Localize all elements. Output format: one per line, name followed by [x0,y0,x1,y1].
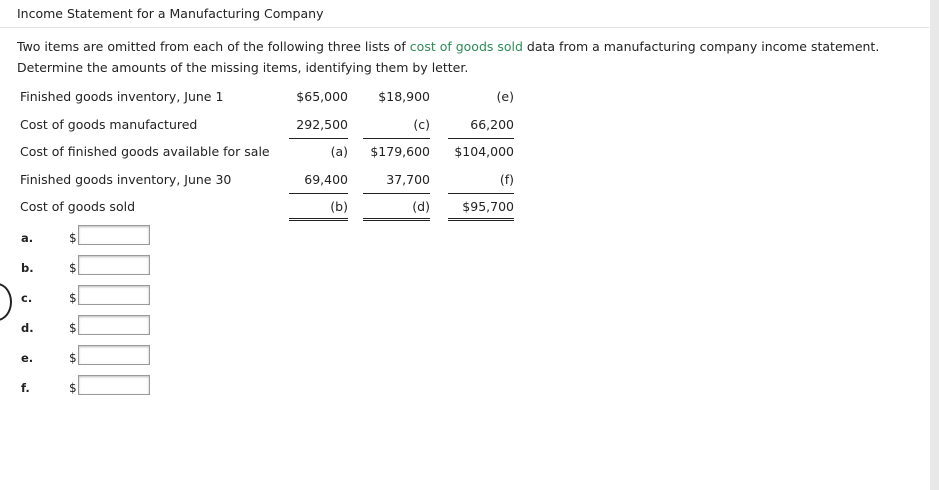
instructions [17,36,922,78]
cell-value: $179,600 [370,144,430,159]
currency-symbol: $ [69,321,77,335]
cost-of-goods-sold-link[interactable]: cost of goods sold [409,39,523,54]
cell-value: (f) [448,172,514,194]
cell-value: (a) [330,144,348,159]
cell-value: (c) [363,117,430,139]
currency-symbol: $ [69,291,77,305]
cell-value: (d) [363,199,430,221]
cell-value: (e) [496,89,514,104]
answer-letter: f. [21,381,30,395]
row-label: Finished goods inventory, June 1 [20,89,224,104]
currency-symbol: $ [69,351,77,365]
divider [0,27,929,28]
circle-mark-icon [0,283,12,321]
currency-symbol: $ [69,231,77,245]
cell-value: (b) [289,199,348,221]
cell-value: $65,000 [296,89,348,104]
cell-value: 292,500 [289,117,348,139]
row-label: Finished goods inventory, June 30 [20,171,232,187]
cell-value: 66,200 [448,117,514,139]
answer-letter: c. [21,291,33,305]
row-label: Cost of finished goods available for sale [20,144,270,159]
instructions-text-end: data from a manufacturing company income statement. Determine the amounts of the missing items, identifying them by letter. [17,39,880,75]
answer-b-input[interactable] [78,255,150,275]
answer-letter: d. [21,321,34,335]
cell-value: 37,700 [363,172,430,194]
instructions-text-start: Two items are omitted from each of the following three lists of [17,39,410,54]
page-title: Income Statement for a Manufacturing Company [17,6,324,21]
currency-symbol: $ [69,261,77,275]
cell-value: $95,700 [448,199,514,221]
answer-f-input[interactable] [78,375,150,395]
currency-symbol: $ [69,381,77,395]
row-label: Cost of goods sold [20,199,136,214]
cell-value: $104,000 [454,144,514,159]
row-label: Cost of goods manufactured [20,116,198,132]
answer-letter: a. [21,231,34,245]
answer-e-input[interactable] [78,345,150,365]
answer-a-input[interactable] [78,225,150,245]
answer-letter: e. [21,351,34,365]
cell-value: $18,900 [378,89,430,104]
answer-c-input[interactable] [78,285,150,305]
answer-d-input[interactable] [78,315,150,335]
answer-letter: b. [21,261,34,275]
cell-value: 69,400 [289,172,348,194]
scrollbar[interactable] [930,0,939,490]
